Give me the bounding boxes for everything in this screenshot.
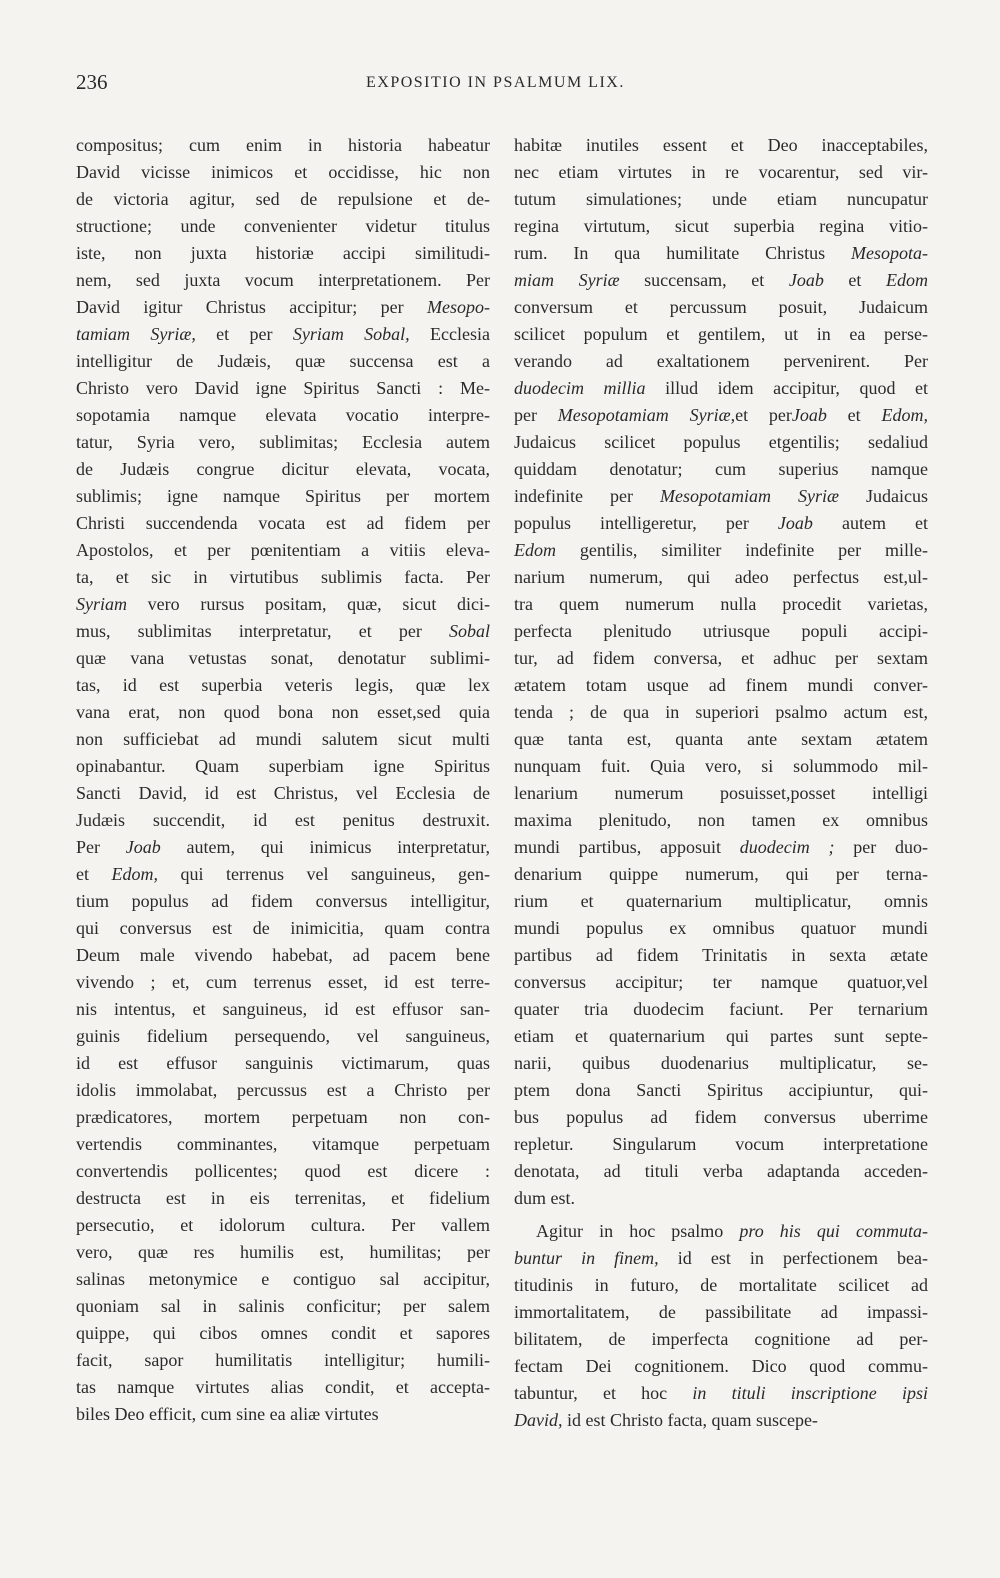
text-line: Christi succendenda vocata est ad fidem per <box>76 513 490 533</box>
text-line: dum est. <box>514 1188 575 1208</box>
text-line: conversum et percussum posuit, Judaicum <box>514 297 928 317</box>
text-line: quiddam denotatur; cum superius namque <box>514 459 928 479</box>
text-line: lenarium numerum posuisset,posset intelligi <box>514 783 928 803</box>
text-line: tur, ad fidem conversa, et adhuc per sextam <box>514 648 928 668</box>
text-line: indefinite per Mesopotamiam Syriæ Judaicus <box>514 486 928 506</box>
text-line: duodecim millia illud idem accipitur, quod et <box>514 378 928 398</box>
text-line: opinabantur. Quam superbiam igne Spiritus <box>76 756 490 776</box>
text-line: mundi populus ex omnibus quatuor mundi <box>514 918 928 938</box>
text-line: David, id est Christo facta, quam suscepe- <box>514 1410 818 1430</box>
text-line: denotata, ad tituli verba adaptanda acceden- <box>514 1161 928 1181</box>
text-line: tra quem numerum nulla procedit varietas, <box>514 594 928 614</box>
text-line: nec etiam virtutes in re vocarentur, sed vir- <box>514 162 928 182</box>
text-line: ta, et sic in virtutibus sublimis facta. Per <box>76 567 490 587</box>
text-line: intelligitur de Judæis, quæ succensa est a <box>76 351 490 371</box>
page-number: 236 <box>76 70 108 94</box>
right-column <box>514 132 928 1434</box>
text-line: bus populus ad fidem conversus uberrime <box>514 1107 928 1127</box>
text-line: titudinis in futuro, de mortalitate scilicet ad <box>514 1275 928 1295</box>
text-line: guinis fidelium persequendo, vel sanguineus, <box>76 1026 490 1046</box>
text-line: et Edom, qui terrenus vel sanguineus, gen- <box>76 864 491 884</box>
text-line: mus, sublimitas interpretatur, et per Sobal <box>76 621 490 641</box>
text-line: habitæ inutiles essent et Deo inacceptabiles, <box>514 135 928 155</box>
text-line: quæ tanta est, quanta ante sextam ætatem <box>514 729 928 749</box>
text-line: tas, id est superbia veteris legis, quæ lex <box>76 675 490 695</box>
text-line: maxima plenitudo, non tamen ex omnibus <box>514 810 928 830</box>
text-line: destructa est in eis terrenitas, et fidelium <box>76 1188 490 1208</box>
text-line: de victoria agitur, sed de repulsione et de- <box>76 189 490 209</box>
text-columns <box>76 132 942 1512</box>
text-line: regina virtutum, sicut superbia regina vitio- <box>514 216 928 236</box>
text-line: prædicatores, mortem perpetuam non con- <box>76 1107 490 1127</box>
text-line: Sancti David, id est Christus, vel Ecclesia de <box>76 783 490 803</box>
text-line: Per Joab autem, qui inimicus interpretatur, <box>76 837 491 857</box>
text-line: perfecta plenitudo utriusque populi accipi- <box>514 621 928 641</box>
text-line: tenda ; de qua in superiori psalmo actum est, <box>514 702 928 722</box>
text-line: Agitur in hoc psalmo pro his qui commuta- <box>536 1221 928 1241</box>
text-line: quæ vana vetustas sonat, denotatur sublimi- <box>76 648 490 668</box>
text-line: verando ad exaltationem pervenirent. Per <box>514 351 928 371</box>
text-line: quater tria duodecim faciunt. Per ternarium <box>514 999 928 1019</box>
text-line: convertendis pollicentes; quod est dicere : <box>76 1161 490 1181</box>
text-line: tutum simulationes; unde etiam nuncupatur <box>514 189 928 209</box>
text-line: quippe, qui cibos omnes condit et sapores <box>76 1323 490 1343</box>
text-line: tabuntur, et hoc in tituli inscriptione ipsi <box>514 1383 928 1403</box>
text-line: iste, non juxta historiæ accipi similitudi- <box>76 243 490 263</box>
text-line: tatur, Syria vero, sublimitas; Ecclesia autem <box>76 432 490 452</box>
text-line: scilicet populum et gentilem, ut in ea perse- <box>514 324 928 344</box>
left-column <box>76 132 490 1428</box>
text-line: immortalitatem, de passibilitate ad impassi- <box>514 1302 928 1322</box>
text-line: id est effusor sanguinis victimarum, quas <box>76 1053 490 1073</box>
text-line: idolis immolabat, percussus est a Christo per <box>76 1080 490 1100</box>
text-line: persecutio, et idolorum cultura. Per vallem <box>76 1215 490 1235</box>
text-line: Deum male vivendo habebat, ad pacem bene <box>76 945 490 965</box>
text-line: nis intentus, et sanguineus, id est effusor san- <box>76 999 490 1019</box>
text-line: denarium quippe numerum, qui per terna- <box>514 864 928 884</box>
running-title: EXPOSITIO IN PSALMUM LIX. <box>366 74 625 91</box>
text-line: Apostolos, et per pœnitentiam a vitiis eleva- <box>76 540 490 560</box>
text-line: buntur in finem, id est in perfectionem bea- <box>514 1248 929 1268</box>
text-line: vero, quæ res humilis est, humilitas; per <box>76 1242 490 1262</box>
text-line: tium populus ad fidem conversus intelligitur, <box>76 891 490 911</box>
text-line: populus intelligeretur, per Joab autem et <box>514 513 928 533</box>
text-line: Edom gentilis, similiter indefinite per mille- <box>514 540 928 560</box>
text-line: conversus accipitur; ter namque quatuor,vel <box>514 972 928 992</box>
text-line: sopotamia namque elevata vocatio interpre- <box>76 405 490 425</box>
text-line: Judaicus scilicet populus etgentilis; sedaliud <box>514 432 928 452</box>
text-line: non sufficiebat ad mundi salutem sicut multi <box>76 729 490 749</box>
text-line: compositus; cum enim in historia habeatur <box>76 135 490 155</box>
text-line: Christo vero David igne Spiritus Sancti : Me- <box>76 378 490 398</box>
text-line: nem, sed juxta vocum interpretationem. Per <box>76 270 490 290</box>
text-line: vana erat, non quod bona non esset,sed quia <box>76 702 490 722</box>
text-line: mundi partibus, apposuit duodecim ; per duo- <box>514 837 928 857</box>
text-line: rium et quaternarium multiplicatur, omnis <box>514 891 928 911</box>
text-line: qui conversus est de inimicitia, quam contra <box>76 918 490 938</box>
text-line: Syriam vero rursus positam, quæ, sicut dici- <box>76 594 490 614</box>
text-line: per Mesopotamiam Syriæ,et perJoab et Edom, <box>514 405 928 425</box>
text-line: structione; unde convenienter videtur titulus <box>76 216 490 236</box>
text-line: vivendo ; et, cum terrenus esset, id est terre- <box>76 972 490 992</box>
text-line: Judæis succendit, id est penitus destruxit. <box>76 810 490 830</box>
text-line: miam Syriæ succensam, et Joab et Edom <box>514 270 928 290</box>
text-line: facit, sapor humilitatis intelligitur; humili- <box>76 1350 490 1370</box>
text-line: ætatem totam usque ad finem mundi conver- <box>514 675 928 695</box>
text-line: fectam Dei cognitionem. Dico quod commu- <box>514 1356 928 1376</box>
text-line: bilitatem, de imperfecta cognitione ad per- <box>514 1329 928 1349</box>
text-line: biles Deo efficit, cum sine ea aliæ virtutes <box>76 1404 379 1424</box>
text-line: partibus ad fidem Trinitatis in sexta ætate <box>514 945 928 965</box>
text-line: nunquam fuit. Quia vero, si solummodo mil- <box>514 756 928 776</box>
text-line: sublimis; igne namque Spiritus per mortem <box>76 486 490 506</box>
text-line: tas namque virtutes alias condit, et accepta- <box>76 1377 490 1397</box>
text-line: salinas metonymice e contiguo sal accipitur, <box>76 1269 490 1289</box>
text-line: quoniam sal in salinis conficitur; per salem <box>76 1296 490 1316</box>
text-line: de Judæis congrue dicitur elevata, vocata, <box>76 459 490 479</box>
text-line: rum. In qua humilitate Christus Mesopota- <box>514 243 928 263</box>
text-line: narii, quibus duodenarius multiplicatur, se- <box>514 1053 928 1073</box>
text-line: tamiam Syriæ, et per Syriam Sobal, Ecclesia <box>76 324 490 344</box>
page-header <box>76 70 942 102</box>
text-line: David igitur Christus accipitur; per Mesopo- <box>76 297 490 317</box>
text-line: David vicisse inimicos et occidisse, hic non <box>76 162 490 182</box>
text-line: vertendis comminantes, vitamque perpetuam <box>76 1134 490 1154</box>
text-line: etiam et quaternarium qui partes sunt septe- <box>514 1026 928 1046</box>
text-line: repletur. Singularum vocum interpretatione <box>514 1134 928 1154</box>
text-line: ptem dona Sancti Spiritus accipiuntur, qui- <box>514 1080 928 1100</box>
text-line: narium numerum, qui adeo perfectus est,ul- <box>514 567 928 587</box>
